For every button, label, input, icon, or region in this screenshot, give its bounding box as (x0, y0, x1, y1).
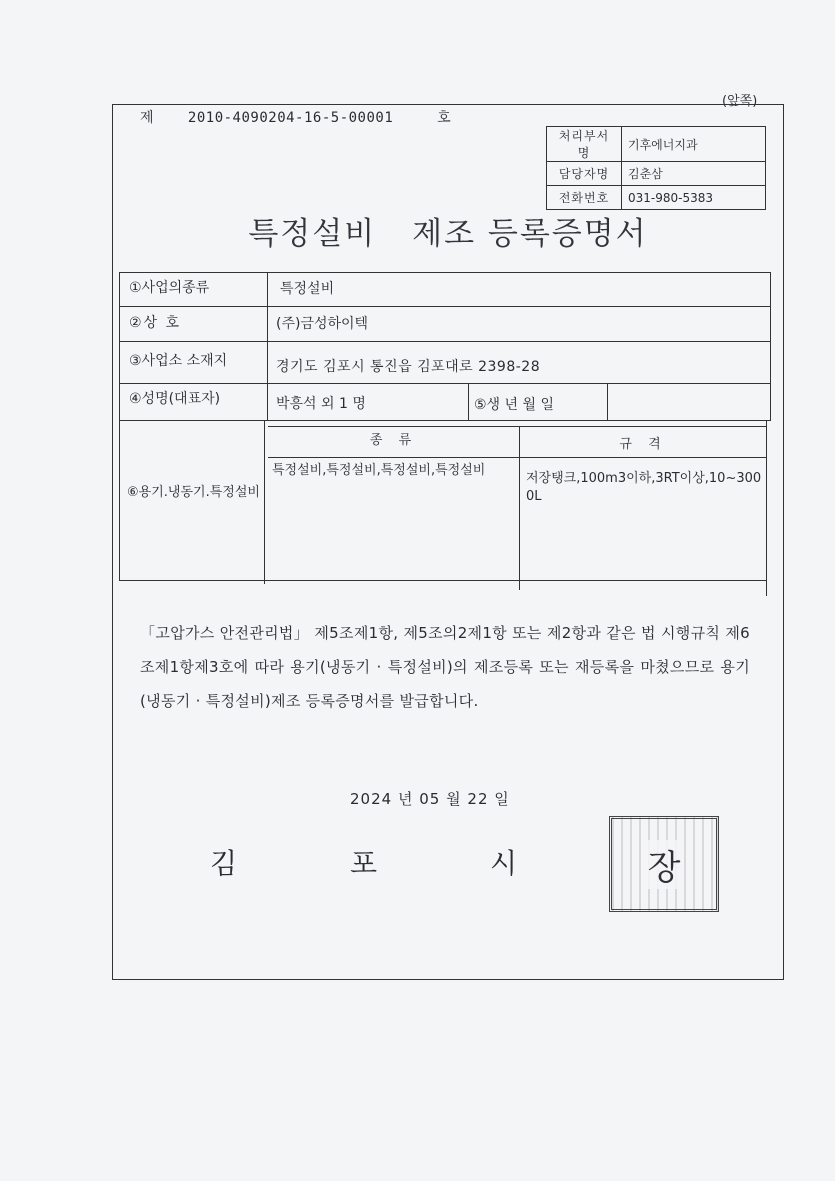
issuer-char: 시 (490, 847, 518, 880)
grid-line (119, 306, 771, 307)
kind-value: 특정설비,특정설비,특정설비,특정설비 (272, 463, 486, 478)
grid-line (119, 272, 771, 273)
office-info-box (546, 126, 766, 210)
date-month-unit: 월 (446, 790, 462, 808)
page-label: (앞쪽) (722, 94, 758, 109)
grid-line (119, 420, 771, 421)
date-day: 22 (467, 790, 489, 808)
address-value: 경기도 김포시 통진읍 김포대로 2398-28 (276, 359, 541, 375)
grid-line (119, 272, 120, 580)
equipment-label: ⑥용기.냉동기.특정설비 (127, 485, 260, 500)
company-value: (주)금성하이텍 (276, 316, 369, 332)
grid-line (268, 426, 766, 427)
address-label: ③사업소 소재지 (129, 353, 228, 369)
registration-value: 2010-4090204-16-5-00001 (187, 110, 394, 126)
grid-line (119, 580, 767, 581)
date-month: 05 (419, 790, 441, 808)
official-seal (609, 816, 719, 912)
registration-prefix: 제 (140, 110, 155, 126)
registration-suffix: 호 (437, 110, 452, 126)
grid-line (267, 272, 268, 420)
grid-line (119, 341, 771, 342)
date-year: 2024 (350, 790, 393, 808)
grid-line (268, 457, 766, 458)
office-label: 전화번호 (547, 186, 622, 210)
body-text: 「고압가스 안전관리법」 제5조제1항, 제5조의2제1항 또는 제2항과 같은 법 시행규칙 제6조제1항제3호에 따라 용기(냉동기 · 특정설비)의 제조등록 또는 재등록을 마쳤으므로 용기(냉동기 · 특정설비)제조 등록증명서를 발급합니다. (140, 624, 750, 710)
spec-value: 저장탱크,100m3이하,3RT이상,10~3000L (526, 471, 762, 504)
grid-line (468, 383, 469, 420)
date-day-unit: 일 (494, 790, 510, 808)
business-type-label: ①사업의종류 (129, 280, 210, 296)
seal-char: 장 (644, 840, 685, 889)
office-value: 031-980-5383 (622, 186, 766, 210)
office-label: 처리부서명 (547, 127, 622, 162)
office-value: 기후에너지과 (622, 127, 766, 162)
grid-line (607, 383, 608, 420)
registration-number (140, 107, 451, 127)
grid-line (766, 420, 767, 596)
office-row (547, 186, 766, 210)
date-year-unit: 년 (397, 790, 414, 808)
office-value: 김춘삼 (622, 162, 766, 186)
grid-line (770, 272, 771, 420)
name-label: ④성명(대표자) (129, 391, 221, 407)
office-label: 담당자명 (547, 162, 622, 186)
issuer-char: 김 (210, 847, 238, 880)
grid-line (119, 383, 771, 384)
issuer-char: 포 (350, 847, 378, 880)
document-title (112, 208, 784, 253)
issue-date (350, 788, 510, 809)
name-value: 박흥석 외 1 명 (276, 396, 366, 412)
office-row (547, 127, 766, 162)
office-row (547, 162, 766, 186)
title-part1: 특정설비 (248, 216, 377, 252)
kind-header: 종 류 (369, 433, 418, 448)
title-part2: 제조 등록증명서 (412, 216, 648, 252)
business-type-value: 특정설비 (280, 281, 335, 297)
spec-header: 규 격 (619, 437, 667, 452)
birth-label: ⑤생 년 월 일 (474, 397, 554, 413)
grid-line (264, 420, 265, 584)
company-label: ②상 호 (129, 315, 182, 331)
